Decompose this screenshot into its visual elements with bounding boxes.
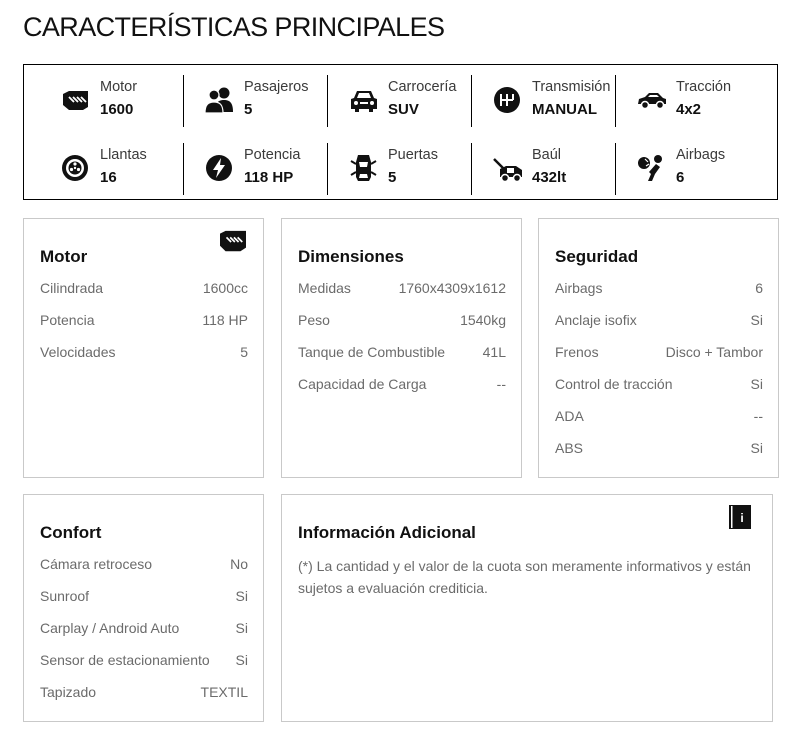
spec-label: ABS — [555, 440, 584, 456]
spec-label: Peso — [298, 312, 330, 328]
engine-icon — [60, 85, 92, 115]
spec-label: ADA — [555, 408, 584, 424]
summary-item-potencia — [184, 137, 328, 189]
spec-value: -- — [496, 376, 506, 392]
summary-value: 4x2 — [676, 101, 702, 118]
spec-row — [555, 312, 763, 344]
spec-label: Sensor de estacionamiento — [40, 652, 210, 668]
card-title: Confort — [40, 523, 102, 542]
safety-card — [538, 218, 779, 478]
summary-label: Llantas — [100, 147, 147, 163]
card-title: Información Adicional — [298, 523, 476, 542]
spec-row — [555, 440, 763, 472]
spec-label: Cámara retroceso — [40, 556, 153, 572]
spec-row — [298, 344, 506, 376]
spec-label: Anclaje isofix — [555, 312, 637, 328]
summary-value: 1600 — [100, 101, 134, 118]
comfort-card — [23, 494, 264, 722]
doors-icon — [348, 153, 380, 183]
spec-value: 6 — [755, 280, 763, 296]
spec-label: Potencia — [40, 312, 95, 328]
passengers-icon — [204, 85, 236, 115]
spec-value: TEXTIL — [200, 684, 248, 700]
spec-value: 1600cc — [202, 280, 248, 296]
summary-value: SUV — [388, 101, 419, 118]
spec-row — [555, 376, 763, 408]
summary-label: Motor — [100, 79, 138, 95]
summary-value: 118 HP — [244, 169, 294, 186]
summary-item-llantas — [40, 137, 184, 189]
spec-label: Sunroof — [40, 588, 90, 604]
spec-label: Medidas — [298, 280, 351, 296]
spec-row — [555, 408, 763, 440]
summary-label: Pasajeros — [244, 79, 309, 95]
spec-value: Si — [235, 620, 248, 636]
spec-label: Tanque de Combustible — [298, 344, 446, 360]
motor-card — [23, 218, 264, 478]
info-book-icon — [729, 505, 753, 529]
summary-item-carroceria — [328, 69, 472, 121]
spec-value: No — [230, 556, 248, 572]
spec-value: 118 HP — [202, 312, 248, 328]
spec-label: Airbags — [555, 280, 603, 296]
spec-label: Capacidad de Carga — [298, 376, 427, 392]
spec-value: -- — [753, 408, 763, 424]
trunk-icon — [492, 153, 524, 183]
spec-label: Cilindrada — [40, 280, 104, 296]
info-letter: i — [740, 511, 744, 525]
spec-row — [40, 652, 248, 684]
gearshift-icon — [492, 85, 524, 115]
spec-row — [40, 556, 248, 588]
summary-value: 16 — [100, 169, 117, 186]
spec-row — [298, 376, 506, 408]
spec-label: Tapizado — [40, 684, 97, 700]
car-body-icon — [348, 85, 380, 115]
summary-label: Potencia — [244, 147, 301, 163]
spec-row — [298, 280, 506, 312]
spec-value: Si — [750, 312, 763, 328]
summary-label: Tracción — [676, 79, 732, 95]
power-icon — [204, 153, 236, 183]
spec-label: Control de tracción — [555, 376, 673, 392]
traction-icon — [636, 85, 668, 115]
disclaimer-text: (*) La cantidad y el valor de la cuota son meramente informativos y están sujetos a evaluación crediticia. — [298, 558, 751, 596]
spec-row — [40, 312, 248, 344]
airbag-icon — [636, 153, 668, 183]
card-title: Seguridad — [555, 247, 639, 266]
summary-value: 5 — [388, 169, 397, 186]
summary-item-pasajeros — [184, 69, 328, 121]
summary-item-puertas — [328, 137, 472, 189]
spec-row — [40, 588, 248, 620]
summary-item-transmision — [472, 69, 616, 121]
main-features-summary — [23, 64, 778, 200]
summary-label: Baúl — [532, 147, 562, 163]
spec-list — [555, 280, 763, 472]
spec-label: Carplay / Android Auto — [40, 620, 180, 636]
summary-item-airbags — [616, 137, 760, 189]
summary-label: Transmisión — [532, 79, 611, 95]
spec-value: 5 — [240, 344, 248, 360]
spec-row — [555, 280, 763, 312]
spec-value: Si — [750, 440, 763, 456]
spec-list — [40, 280, 248, 376]
wheel-icon — [60, 153, 92, 183]
spec-value: Si — [750, 376, 763, 392]
summary-item-traccion — [616, 69, 760, 121]
spec-row — [298, 312, 506, 344]
summary-value: 6 — [676, 169, 685, 186]
spec-row — [40, 344, 248, 376]
spec-row — [40, 620, 248, 652]
spec-list — [40, 556, 248, 716]
card-title: Motor — [40, 247, 88, 266]
summary-item-baul — [472, 137, 616, 189]
summary-label: Puertas — [388, 147, 438, 163]
additional-info-card — [281, 494, 773, 722]
dimensions-card — [281, 218, 522, 478]
summary-value: 432lt — [532, 169, 567, 186]
summary-value: MANUAL — [532, 101, 597, 118]
engine-icon — [218, 229, 248, 255]
spec-row — [40, 280, 248, 312]
spec-row — [40, 684, 248, 716]
spec-row — [555, 344, 763, 376]
spec-value: Disco + Tambor — [665, 344, 763, 360]
spec-value: 1540kg — [460, 312, 506, 328]
spec-value: Si — [235, 652, 248, 668]
spec-list — [298, 280, 506, 408]
summary-label: Carrocería — [388, 79, 457, 95]
page-title: CARACTERÍSTICAS PRINCIPALES — [23, 12, 445, 42]
spec-label: Velocidades — [40, 344, 116, 360]
spec-value: 41L — [482, 344, 506, 360]
spec-label: Frenos — [555, 344, 599, 360]
spec-value: 1760x4309x1612 — [398, 280, 506, 296]
card-title: Dimensiones — [298, 247, 404, 266]
summary-item-motor — [40, 69, 184, 121]
spec-value: Si — [235, 588, 248, 604]
summary-value: 5 — [244, 101, 253, 118]
summary-label: Airbags — [676, 147, 726, 163]
